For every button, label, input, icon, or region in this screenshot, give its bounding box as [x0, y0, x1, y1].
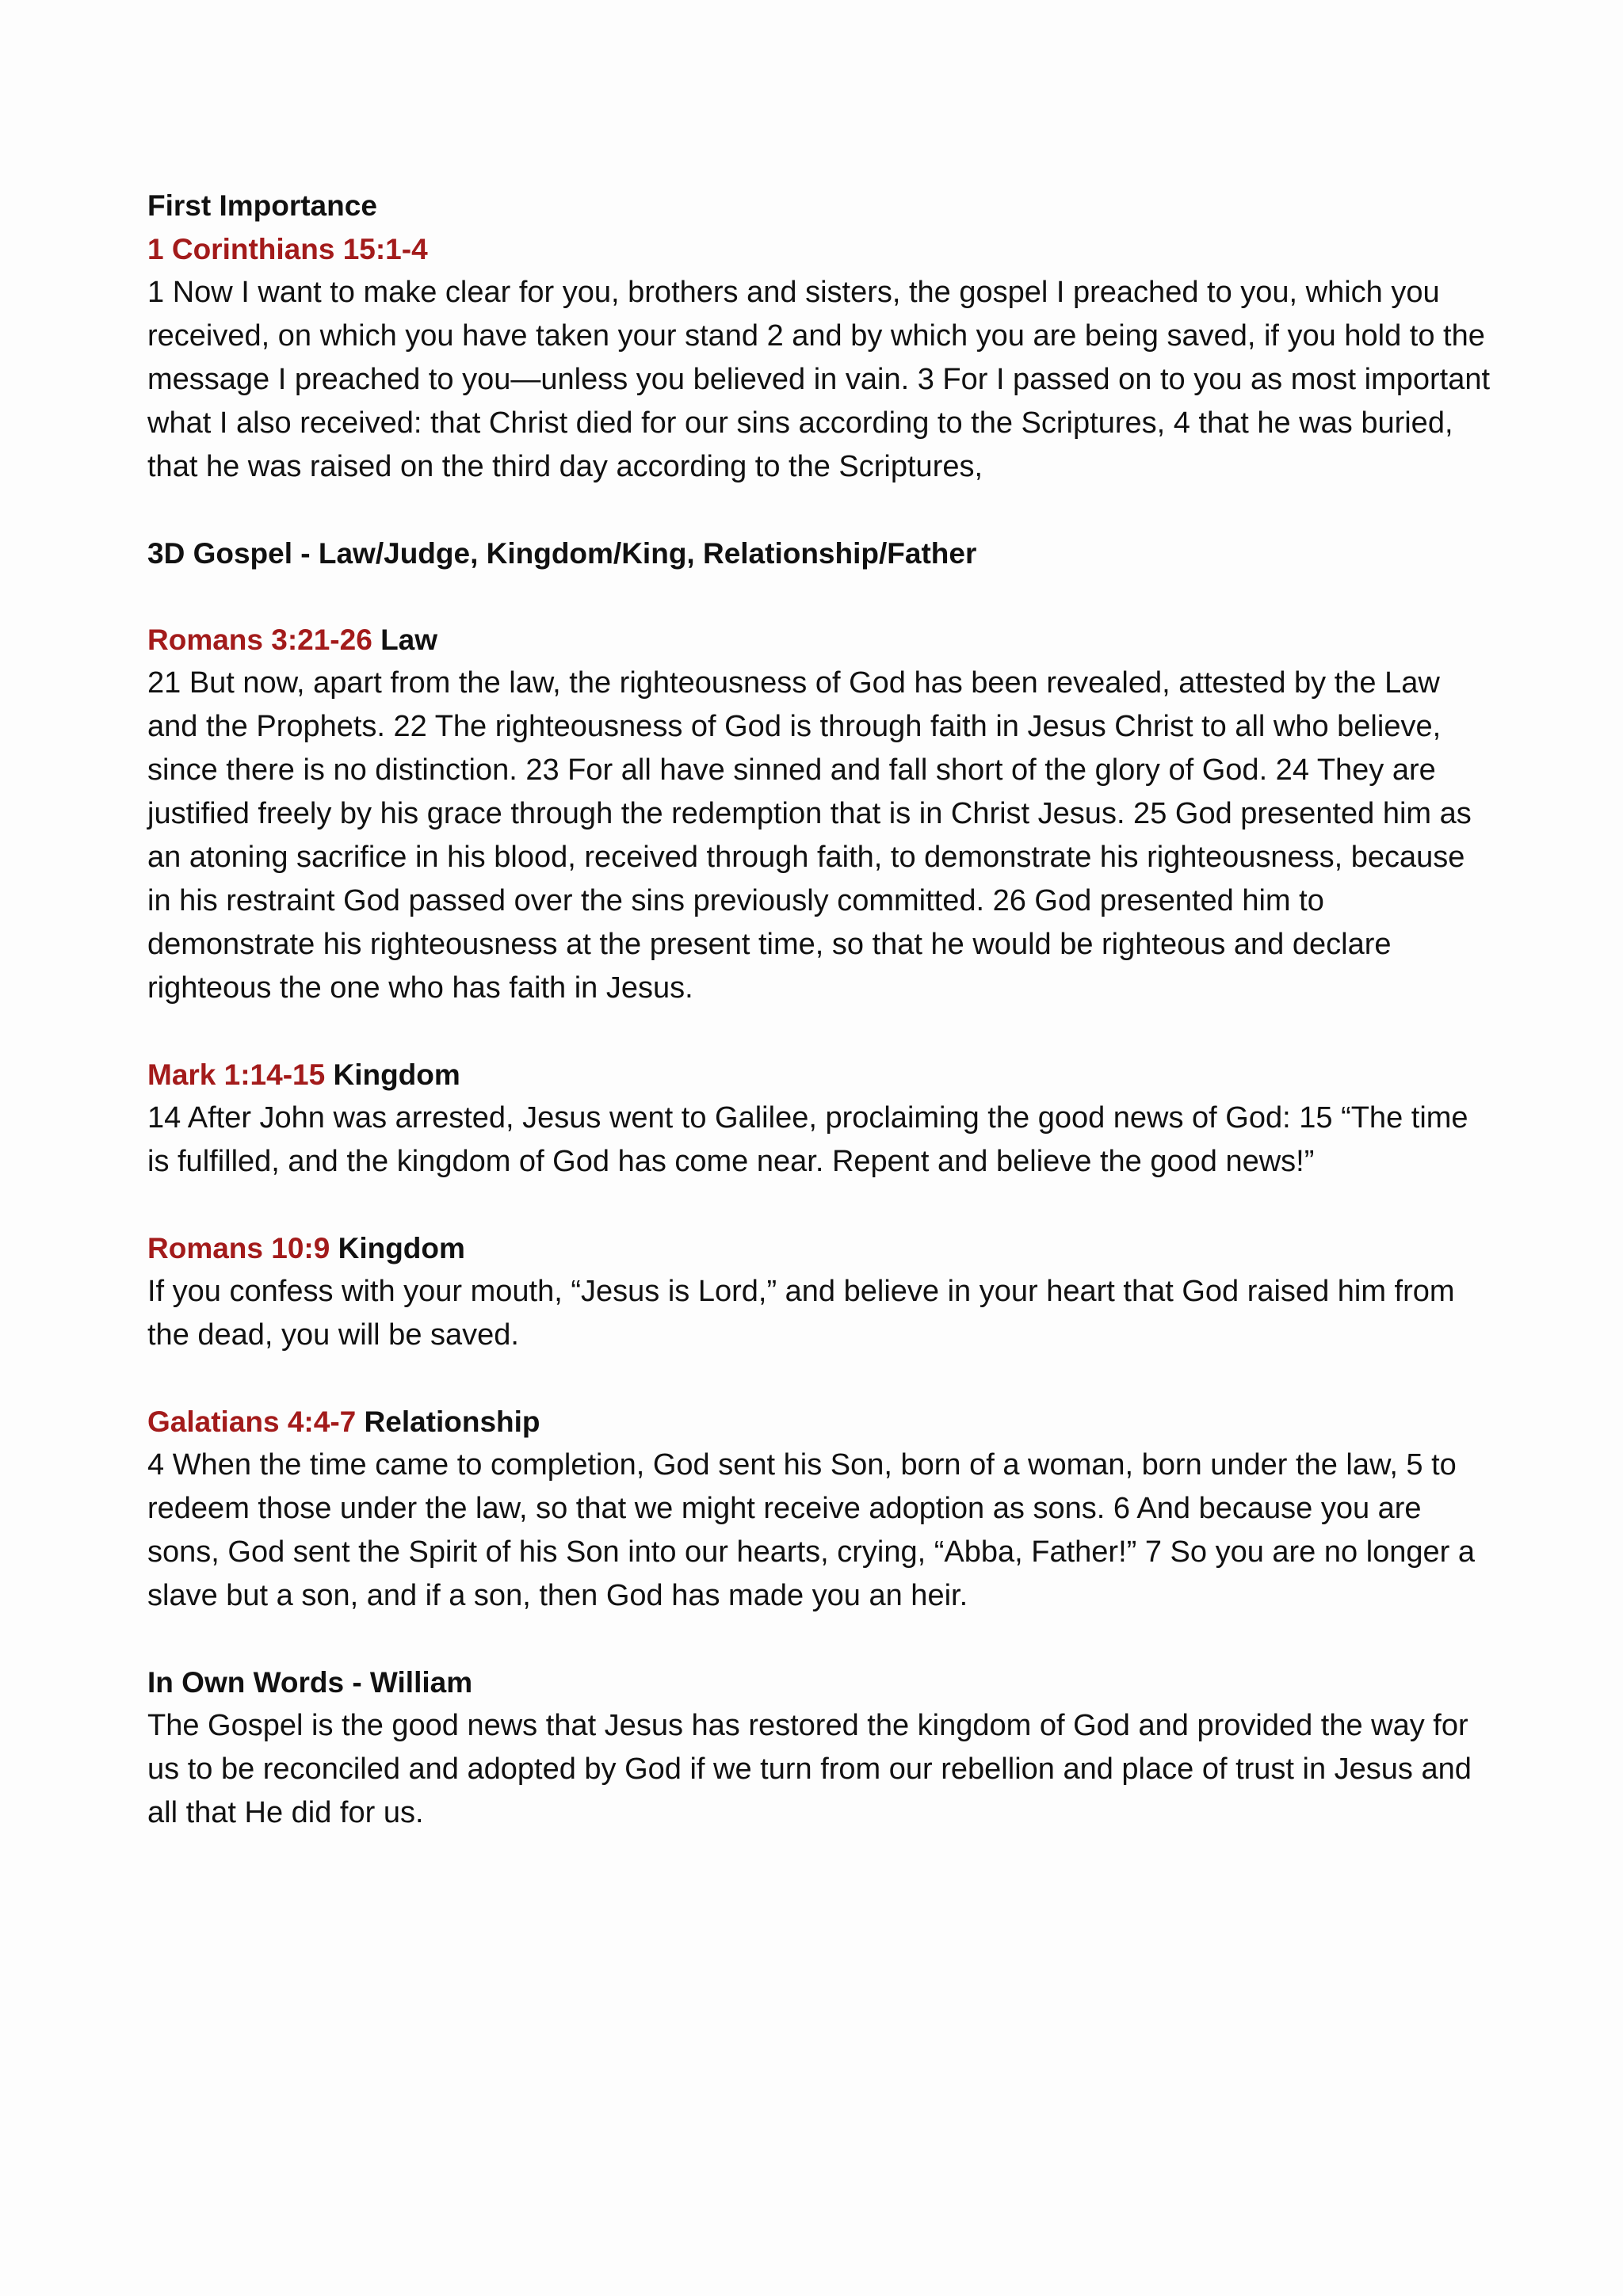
- section-mark-1: [147, 1053, 1495, 1184]
- first-importance-title: First Importance: [147, 189, 377, 222]
- first-importance-reference: 1 Corinthians 15:1-4: [147, 233, 428, 265]
- section-first-importance: [147, 184, 1495, 489]
- romans-3-text: 21 But now, apart from the law, the righteousness of God has been revealed, attested by the Law and the Prophets. 22 The righteousness of God is through faith in Jesus Christ to all who believe, since there is no distinction. 23 For all have sinned and fall short of the glory of God. 24 They are justified freely by his grace through the redemption that is in Christ Jesus. 25 God presented him as an atoning sacrifice in his blood, received through faith, to demonstrate his righteousness, because in his restraint God passed over the sins previously committed. 26 God presented him to demonstrate his righteousness at the present time, so that he would be righteous and declare righteous the one who has faith in Jesus.: [147, 666, 1472, 1005]
- mark-1-theme: Kingdom: [333, 1058, 460, 1091]
- section-romans-10: [147, 1226, 1495, 1357]
- romans-10-text: If you confess with your mouth, “Jesus is Lord,” and believe in your heart that God raised him from the dead, you will be saved.: [147, 1275, 1455, 1352]
- mark-1-reference: Mark 1:14-15: [147, 1058, 326, 1091]
- mark-1-text: 14 After John was arrested, Jesus went to Galilee, proclaiming the good news of God: 15 “The time is fulfilled, and the kingdom of God has come near. Repent and believe the good news!”: [147, 1101, 1468, 1178]
- galatians-4-text: 4 When the time came to completion, God sent his Son, born of a woman, born under the law, 5 to redeem those under the law, so that we might receive adoption as sons. 6 And because you are sons, God sent the Spirit of his Son into our hearts, crying, “Abba, Father!” 7 So you are no longer a slave but a son, and if a son, then God has made you an heir.: [147, 1448, 1476, 1612]
- romans-3-heading: [147, 618, 1495, 662]
- galatians-4-reference: Galatians 4:4-7: [147, 1405, 357, 1438]
- three-d-gospel-title: 3D Gospel - Law/Judge, Kingdom/King, Relationship/Father: [147, 537, 977, 570]
- section-galatians-4: [147, 1400, 1495, 1618]
- section-own-words: [147, 1661, 1495, 1835]
- romans-10-theme: Kingdom: [338, 1232, 465, 1264]
- section-romans-3: [147, 618, 1495, 1010]
- romans-10-reference: Romans 10:9: [147, 1232, 330, 1264]
- own-words-title: In Own Words - William: [147, 1666, 473, 1699]
- galatians-4-heading: [147, 1400, 1495, 1444]
- document-content: [147, 184, 1495, 1878]
- mark-1-heading: [147, 1053, 1495, 1097]
- first-importance-text: 1 Now I want to make clear for you, brothers and sisters, the gospel I preached to you, which you received, on which you have taken your stand 2 and by which you are being saved, if you hold to the message I preached to you—unless you believed in vain. 3 For I passed on to you as most important what I also received: that Christ died for our sins according to the Scriptures, 4 that he was buried, that he was raised on the third day according to the Scriptures,: [147, 276, 1491, 483]
- romans-3-theme: Law: [380, 624, 438, 656]
- romans-3-reference: Romans 3:21-26: [147, 624, 372, 656]
- galatians-4-theme: Relationship: [364, 1405, 540, 1438]
- own-words-text: The Gospel is the good news that Jesus has restored the kingdom of God and provided the way for us to be reconciled and adopted by God if we turn from our rebellion and place of trust in Jesus and all that He did for us.: [147, 1709, 1472, 1829]
- romans-10-heading: [147, 1226, 1495, 1270]
- section-3d-gospel: [147, 532, 1495, 575]
